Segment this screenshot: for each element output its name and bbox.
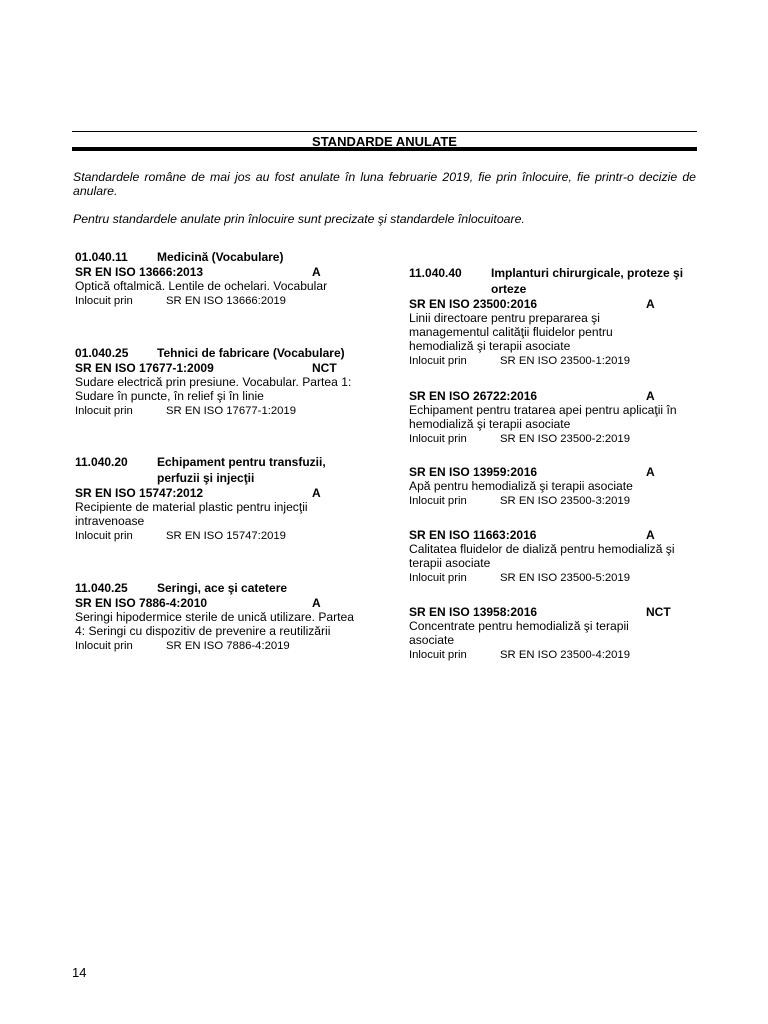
replacement-line	[75, 403, 375, 419]
category-heading	[409, 265, 709, 297]
replacement-label: Inlocuit prin	[409, 433, 467, 445]
standard-status: A	[646, 389, 655, 403]
standard-status: NCT	[646, 605, 671, 619]
category-code: 01.040.11	[75, 250, 128, 264]
replacement-standard: SR EN ISO 23500-3:2019	[500, 495, 630, 507]
category-name: Seringi, ace şi catetere	[157, 581, 288, 595]
standard-line	[75, 361, 375, 375]
intro-paragraph-1: Standardele române de mai jos au fost anulate în luna februarie 2019, fie prin înlocuire, fie printr-o decizie de anulare.	[73, 170, 696, 198]
replacement-label: Inlocuit prin	[409, 572, 467, 584]
standard-code: SR EN ISO 13666:2013	[75, 265, 204, 279]
standard-line	[409, 528, 709, 542]
replacement-standard: SR EN ISO 23500-2:2019	[500, 433, 630, 445]
replacement-standard: SR EN ISO 23500-5:2019	[500, 572, 630, 584]
standard-code: SR EN ISO 15747:2012	[75, 486, 204, 500]
standard-entry	[75, 345, 375, 419]
standard-status: A	[312, 486, 321, 500]
standard-code: SR EN ISO 17677-1:2009	[75, 361, 214, 375]
page-number: 14	[72, 965, 87, 980]
replacement-line	[409, 353, 709, 369]
standard-entry	[409, 528, 709, 586]
standard-title: Linii directoare pentru prepararea şi managementul calităţii fluidelor pentru hemodializă şi terapii asociate	[409, 311, 613, 353]
standard-line	[75, 265, 375, 279]
replacement-line	[75, 638, 375, 654]
category-name: Echipament pentru transfuzii, perfuzii şi injecţii	[157, 455, 326, 485]
standard-entry	[75, 580, 375, 654]
standard-entry	[409, 265, 709, 369]
category-name: Medicină (Vocabulare)	[157, 250, 284, 264]
replacement-standard: SR EN ISO 17677-1:2019	[166, 405, 296, 417]
standard-status: A	[646, 528, 655, 542]
standard-title: Apă pentru hemodializă şi terapii asociate	[409, 479, 633, 493]
standard-title: Recipiente de material plastic pentru injecţii intravenoase	[75, 500, 308, 528]
standard-status: A	[312, 596, 321, 610]
replacement-line	[409, 431, 709, 447]
replacement-line	[409, 570, 709, 586]
replacement-label: Inlocuit prin	[75, 640, 133, 652]
category-heading	[75, 249, 375, 265]
standard-code: SR EN ISO 13959:2016	[409, 465, 538, 479]
standard-title: Concentrate pentru hemodializă şi terapii asociate	[409, 619, 629, 647]
standard-status: NCT	[312, 361, 337, 375]
replacement-standard: SR EN ISO 13666:2019	[166, 295, 286, 307]
standard-title: Sudare electrică prin presiune. Vocabular. Partea 1: Sudare în puncte, în relief şi în linie	[75, 375, 352, 403]
category-heading	[75, 580, 375, 596]
standard-title: Seringi hipodermice sterile de unică utilizare. Partea 4: Seringi cu dispozitiv de prevenire a reutilizării	[75, 610, 354, 638]
standard-code: SR EN ISO 13958:2016	[409, 605, 538, 619]
replacement-standard: SR EN ISO 7886-4:2019	[166, 640, 290, 652]
category-code: 11.040.20	[75, 455, 128, 469]
standard-code: SR EN ISO 11663:2016	[409, 528, 537, 542]
replacement-label: Inlocuit prin	[75, 295, 133, 307]
replacement-line	[409, 647, 709, 663]
standard-code: SR EN ISO 26722:2016	[409, 389, 538, 403]
replacement-standard: SR EN ISO 23500-4:2019	[500, 649, 630, 661]
standard-status: A	[646, 297, 655, 311]
replacement-line	[409, 493, 709, 509]
standard-entry	[409, 465, 709, 509]
standard-status: A	[312, 265, 321, 279]
standard-line	[409, 465, 709, 479]
intro-paragraph-2: Pentru standardele anulate prin înlocuire sunt precizate şi standardele înlocuitoare.	[73, 212, 525, 226]
category-name: Implanturi chirurgicale, proteze şi orteze	[491, 266, 684, 296]
replacement-line	[75, 293, 375, 309]
standard-entry	[409, 389, 709, 447]
standard-entry	[75, 454, 375, 544]
standard-entry	[409, 605, 709, 663]
section-title: STANDARDE ANULATE	[312, 134, 457, 149]
standard-code: SR EN ISO 23500:2016	[409, 297, 538, 311]
replacement-label: Inlocuit prin	[409, 355, 467, 367]
category-code: 11.040.25	[75, 581, 128, 595]
standard-status: A	[646, 465, 655, 479]
standard-entry	[75, 249, 375, 309]
category-heading	[75, 454, 375, 486]
replacement-line	[75, 528, 375, 544]
standard-line	[409, 389, 709, 403]
replacement-label: Inlocuit prin	[409, 649, 467, 661]
standard-title: Calitatea fluidelor de dializă pentru hemodializă şi terapii asociate	[409, 542, 675, 570]
category-heading	[75, 345, 375, 361]
category-code: 11.040.40	[409, 266, 462, 280]
standard-line	[75, 596, 375, 610]
standard-line	[409, 297, 709, 311]
category-name: Tehnici de fabricare (Vocabulare)	[157, 346, 345, 360]
replacement-label: Inlocuit prin	[75, 405, 133, 417]
category-code: 01.040.25	[75, 346, 129, 360]
replacement-label: Inlocuit prin	[75, 530, 133, 542]
standard-code: SR EN ISO 7886-4:2010	[75, 596, 208, 610]
replacement-standard: SR EN ISO 15747:2019	[166, 530, 286, 542]
standard-line	[409, 605, 709, 619]
replacement-label: Inlocuit prin	[409, 495, 467, 507]
replacement-standard: SR EN ISO 23500-1:2019	[500, 355, 630, 367]
standard-line	[75, 486, 375, 500]
standard-title: Echipament pentru tratarea apei pentru aplicaţii în hemodializă şi terapii asociate	[409, 403, 677, 431]
standard-title: Optică oftalmică. Lentile de ochelari. Vocabular	[75, 279, 328, 293]
